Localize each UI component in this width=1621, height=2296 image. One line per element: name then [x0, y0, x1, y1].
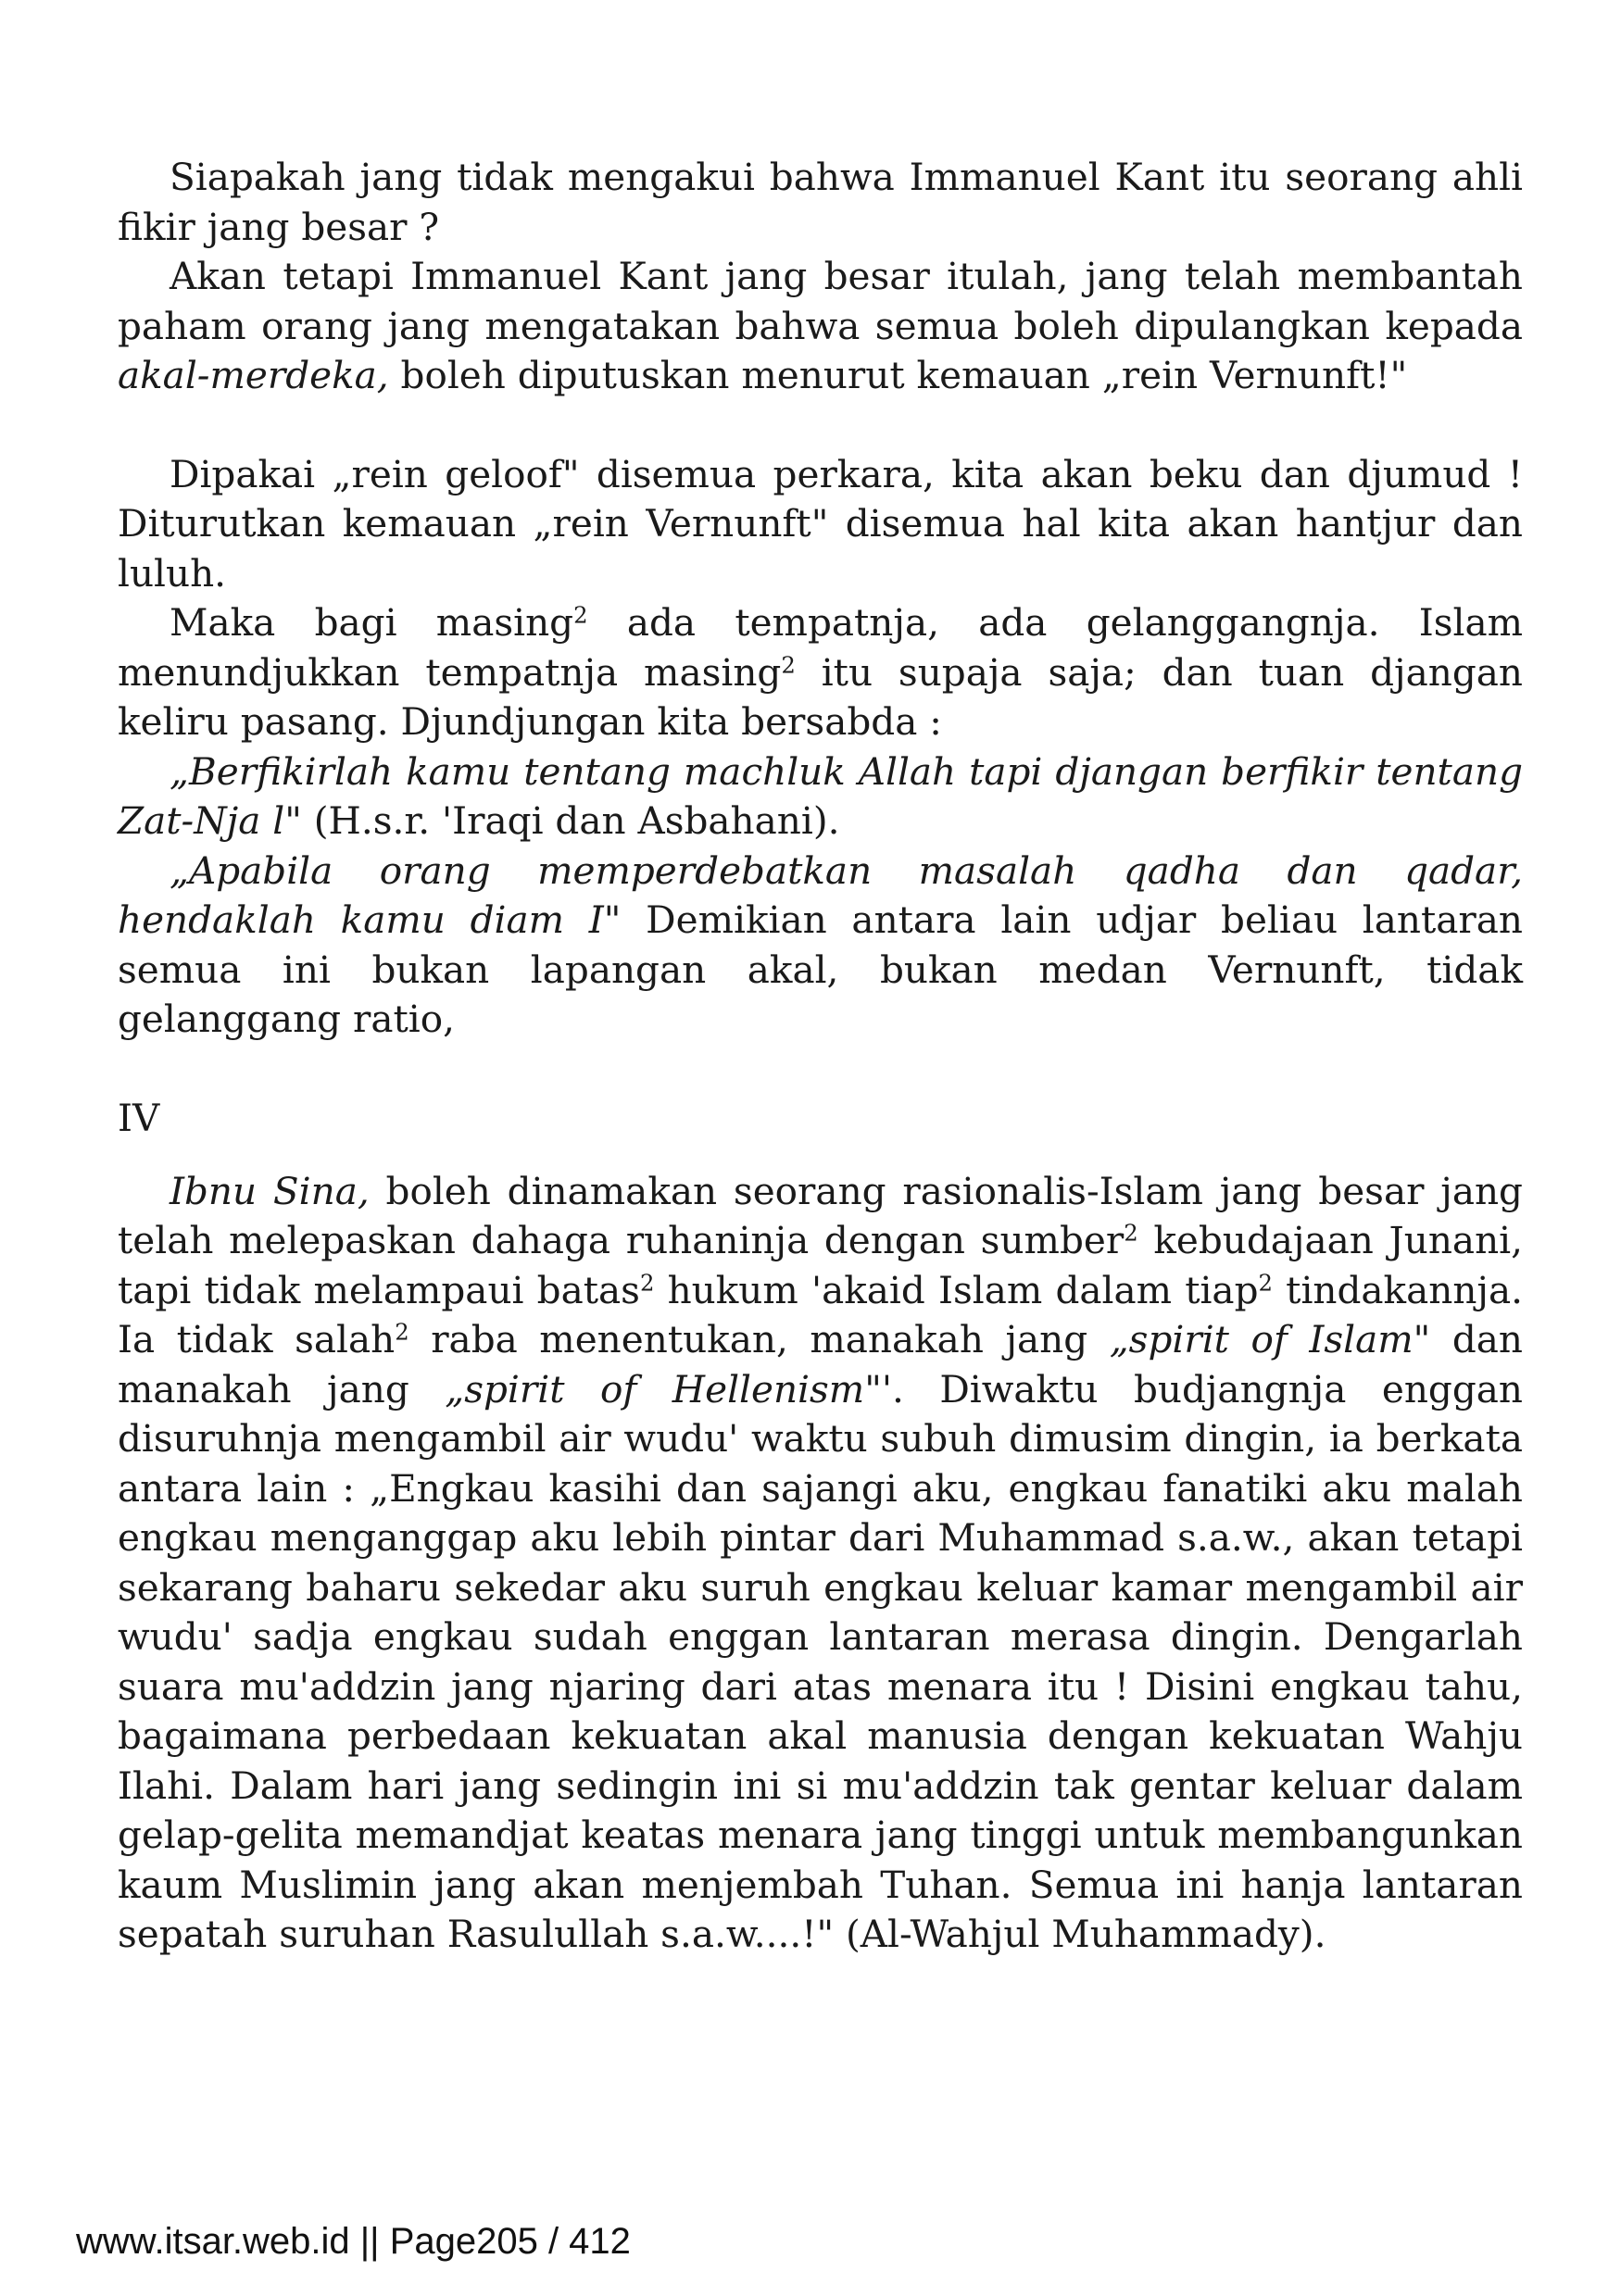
paragraph-2-text-c: boleh diputuskan menurut kemauan „rein Vernunft!" [388, 353, 1408, 397]
paragraph-ibnu-sina [118, 1167, 1523, 1960]
footer-separator: || [349, 2221, 390, 2262]
hadith-quote-1-italic: „Berfikirlah kamu tentang machluk Allah tapi djangan berfikir tentang Zat-Nja l" [118, 748, 1523, 843]
hadith-quote-2 [118, 847, 1523, 1045]
paragraph-2 [118, 252, 1523, 401]
footer-page-number: Page205 / 412 [389, 2221, 631, 2262]
section-heading: IV [118, 1095, 160, 1140]
paragraph-3 [118, 450, 1523, 599]
paragraph-7-text-b: boleh dinamakan seorang rasionalis-Islam jang besar jang telah melepaskan dahaga ruhaninja dengan sumber [118, 1168, 1523, 1262]
ibnu-sina-italic: Ibnu Sina, [170, 1168, 370, 1213]
paragraph-2-italic: akal-merdeka, [118, 353, 389, 397]
paragraph-7-text-h: dan manakah jang [118, 1317, 1524, 1411]
paragraph-4-text-a: Maka bagi masing [170, 600, 574, 645]
paragraph-gap [118, 401, 1523, 450]
superscript-2: 2 [781, 651, 796, 679]
paragraph-7-text-f: raba menentukan, manakah jang [408, 1317, 1110, 1361]
section-heading-wrap [118, 1094, 1523, 1143]
hadith-quote-1-source: (H.s.r. 'Iraqi dan Asbahani). [301, 798, 840, 843]
paragraph-7-text-c: kebudajaan Junani, tapi tidak melampaui batas [118, 1218, 1523, 1312]
paragraph-4 [118, 598, 1523, 747]
hadith-quote-2-text: Demikian antara lain udjar beliau lantaran semua ini bukan lapangan akal, bukan medan Vernunft, tidak gelanggang ratio, [118, 897, 1523, 1041]
page-body [118, 153, 1523, 1960]
paragraph-7-text-e: tindakannja. Ia tidak salah [118, 1267, 1523, 1361]
superscript-2: 2 [573, 601, 588, 629]
spirit-of-islam-italic: „spirit of Islam" [1109, 1317, 1431, 1361]
paragraph-3-text: Dipakai „rein geloof" disemua perkara, kita akan beku dan djumud ! Diturutkan kemauan „rein Vernunft" disemua hal kita akan hantjur dan luluh. [118, 451, 1523, 596]
hadith-quote-1 [118, 747, 1523, 847]
paragraph-7-text-j: '. Diwaktu budjangnja enggan disuruhnja mengambil air wudu' waktu subuh dimusim dingin, ia berkata antara lain : „Engkau kasihi dan sajangi aku, engkau fanatiki aku malah engkau menganggap aku lebih pintar dari Muhammad s.a.w., akan tetapi sekarang baharu sekedar aku suruh engkau keluar kamar mengambil air wudu' sadja engkau sudah enggan lantaran merasa dingin. Dengarlah suara mu'addzin jang njaring dari atas menara itu ! Disini engkau tahu, bagaimana perbedaan kekuatan akal manusia dengan kekuatan Wahju Ilahi. Dalam hari jang sedingin ini si mu'addzin tak gentar keluar dalam gelap-gelita memandjat keatas menara jang tinggi untuk membangunkan kaum Muslimin jang akan menjembah Tuhan. Semua ini hanja lantaran sepatah suruhan Rasulullah s.a.w....!" (Al-Wahjul Muhammady). [118, 1366, 1523, 1956]
paragraph-4-text-c: itu supaja saja; dan tuan djangan keliru pasang. Djundjungan kita bersabda : [118, 649, 1523, 744]
paragraph-2-text-a: Akan tetapi Immanuel Kant jang besar itulah, jang telah membantah paham orang jang mengatakan bahwa semua boleh dipulangkan kepada [118, 254, 1523, 348]
paragraph-1 [118, 153, 1523, 252]
paragraph-7-text-d: hukum 'akaid Islam dalam tiap [654, 1267, 1259, 1312]
hadith-quote-2-italic: „Apabila orang memperdebatkan masalah qadha dan qadar, hendaklah kamu diam I" [118, 847, 1523, 942]
page-footer [76, 2221, 631, 2263]
paragraph-4-text-b: ada tempatnja, ada gelanggangnja. Islam menundjukkan tempatnja masing [118, 600, 1524, 695]
paragraph-1-text: Siapakah jang tidak mengakui bahwa Immanuel Kant itu seorang ahli fikir jang besar ? [118, 155, 1523, 249]
superscript-2: 2 [1124, 1219, 1138, 1247]
footer-site[interactable]: www.itsar.web.id [76, 2221, 350, 2262]
superscript-2: 2 [639, 1269, 655, 1297]
superscript-2: 2 [395, 1318, 409, 1346]
spirit-of-hellenism-italic: „spirit of Hellenism" [445, 1366, 882, 1411]
superscript-2: 2 [1258, 1269, 1273, 1297]
